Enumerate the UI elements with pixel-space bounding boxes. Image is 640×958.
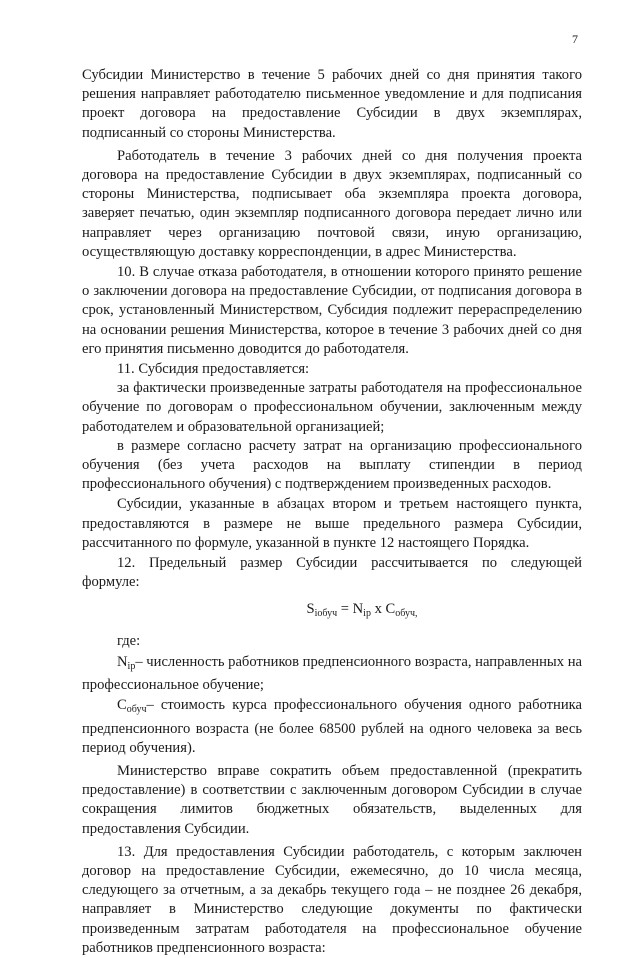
formula-where: где: bbox=[117, 632, 141, 649]
formula-n: $N_{ip}$ bbox=[352, 601, 371, 620]
definition-n: $N_{ip}-$ численность работников предпенсионного возраста, направленных на профессиональное обучение; bbox=[82, 653, 582, 694]
formula-c: $C_{обуч,}$ bbox=[385, 601, 418, 620]
paragraph-10: 10. В случае отказа работодателя, в отношении которого принято решение о заключении договора на предоставление Субсидии, от подписания договора в срок, установленный Министерством, Субсидия подлежит перераспределению на основании решения Министерства, которое в течение 3 рабочих дней со дня его принятия письменно доводится до работодателя. bbox=[82, 264, 582, 357]
paragraph-12: 12. Предельный размер Субсидии рассчитывается по следующей формуле: bbox=[82, 555, 582, 591]
document-body bbox=[82, 66, 582, 958]
formula-equals: = bbox=[337, 601, 353, 618]
definition-c: $C_{обуч}-$ стоимость курса профессионального обучения одного работника предпенсионного возраста (не более 68500 рублей на одного человека за весь период обучения). bbox=[82, 697, 582, 756]
subsidy-formula bbox=[142, 600, 582, 623]
paragraph-ministry-right: Министерство вправе сократить объем предоставленной (прекратить предоставление) в соответствии с заключенным договором Субсидии в случае сокращения лимитов бюджетных обязательств, выделенных для предоставления Субсидии. bbox=[82, 762, 582, 837]
formula-definitions bbox=[82, 653, 582, 758]
page-number: 7 bbox=[572, 32, 578, 46]
paragraph-employer-signing: Работодатель в течение 3 рабочих дней со дня получения проекта договора на предоставление Субсидии в двух экземплярах, подписанный со стороны Министерства, подписывает оба экземпляра проекта договора, заверяет печатью, один экземпляр подписанного договора передает лично или направляет через организацию почтовой связи, иную организацию, осуществляющую доставку корреспонденции, в адрес Министерства. bbox=[82, 147, 582, 260]
paragraph-11-item-1: за фактически произведенные затраты работодателя на профессиональное обучение по договорам о профессиональном обучении, заключенным между работодателем и образовательной организацией; bbox=[82, 380, 582, 435]
paragraph-13: 13. Для предоставления Субсидии работодатель, с которым заключен договор на предоставление Субсидии, ежемесячно, до 10 числа месяца, следующего за отчетным, а за декабрь текущего года – не позднее 26 декабря, направляет в Министерство следующие документы по фактически произведенным затратам работодателя на профессиональное обучение работников предпенсионного возраста: bbox=[82, 843, 582, 956]
formula-lhs: $S_{iобуч}$ bbox=[306, 601, 338, 620]
paragraph-11-item-2: в размере согласно расчету затрат на организацию профессионального обучения (без учета расходов на выплату стипендии в период профессионального обучения) с подтверждением произведенных расходов. bbox=[82, 437, 582, 493]
formula-times: x bbox=[370, 601, 386, 618]
paragraph-11-note: Субсидии, указанные в абзацах втором и третьем настоящего пункта, предоставляются в размере не выше предельного размера Субсидии, рассчитанного по формуле, указанной в пункте 12 настоящего Порядка. bbox=[82, 496, 582, 551]
paragraph-continuation: Субсидии Министерство в течение 5 рабочих дней со дня принятия такого решения направляет работодателю письменное уведомление и для подписания проект договора на предоставление Субсидии в двух экземплярах, подписанный со стороны Министерства. bbox=[82, 67, 582, 141]
paragraph-11: 11. Субсидия предоставляется: bbox=[117, 361, 310, 378]
